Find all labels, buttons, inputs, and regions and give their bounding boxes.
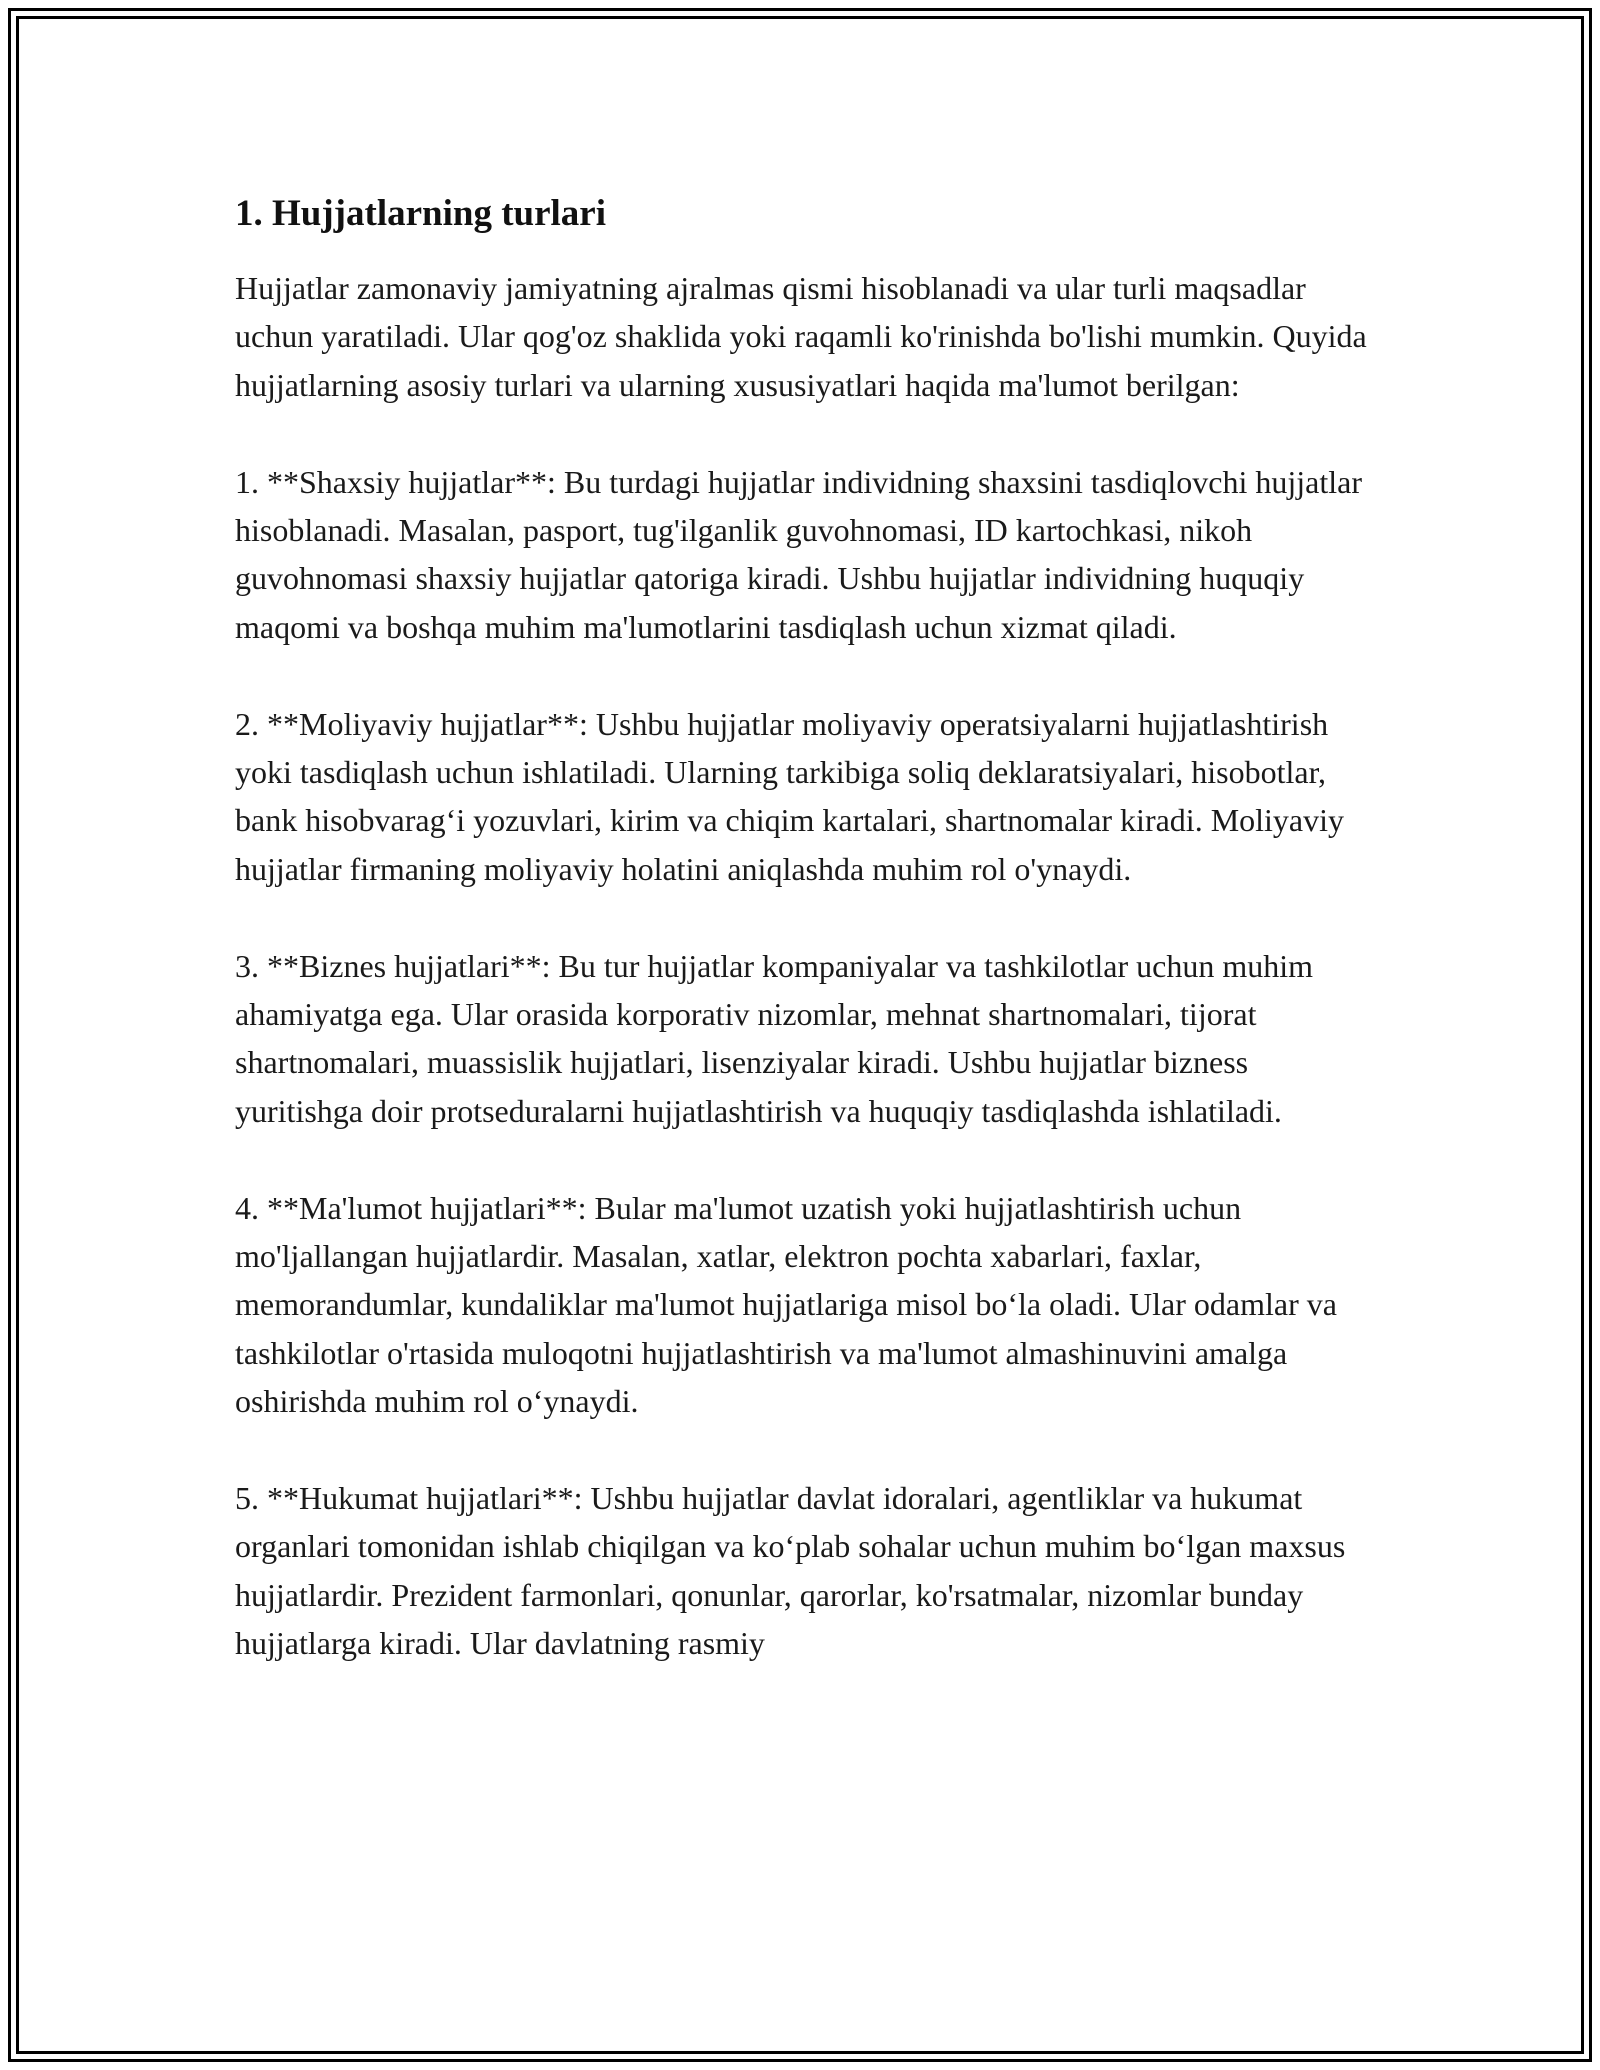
paragraph-information-documents: 4. **Ma'lumot hujjatlari**: Bular ma'lumot uzatish yoki hujjatlashtirish uchun mo'ljallangan hujjatlardir. Masalan, xatlar, elektron pochta xabarlari, faxlar, memorandumlar, kundaliklar ma'lumot hujjatlariga misol bo‘la oladi. Ular odamlar va tashkilotlar o'rtasida muloqotni hujjatlashtirish va ma'lumot almashinuvini amalga oshirishda muhim rol o‘ynaydi. xyxy=(235,1189,1337,1420)
document-body xyxy=(235,190,1375,1668)
page-title: 1. Hujjatlarning turlari xyxy=(235,193,607,234)
paragraph-business-documents: 3. **Biznes hujjatlari**: Bu tur hujjatlar kompaniyalar va tashkilotlar uchun muhim ahamiyatga ega. Ular orasida korporativ nizomlar, mehnat shartnomalari, tijorat shartnomalari, muassislik hujjatlari, lisenziyalar kiradi. Ushbu hujjatlar bizness yuritishga doir protseduralarni hujjatlashtirish va huquqiy tasdiqlashda ishlatiladi. xyxy=(235,947,1313,1129)
paragraph-personal-documents: 1. **Shaxsiy hujjatlar**: Bu turdagi hujjatlar individning shaxsini tasdiqlovchi hujjatlar hisoblanadi. Masalan, pasport, tug'ilganlik guvohnomasi, ID kartochkasi, nikoh guvohnomasi shaxsiy hujjatlar qatoriga kiradi. Ushbu hujjatlar individning huquqiy maqomi va boshqa muhim ma'lumotlarini tasdiqlash uchun xizmat qiladi. xyxy=(235,463,1362,645)
paragraph-financial-documents: 2. **Moliyaviy hujjatlar**: Ushbu hujjatlar moliyaviy operatsiyalarni hujjatlashtirish yoki tasdiqlash uchun ishlatiladi. Ularning tarkibiga soliq deklaratsiyalari, hisobotlar, bank hisobvarag‘i yozuvlari, kirim va chiqim kartalari, shartnomalar kiradi. Moliyaviy hujjatlar firmaning moliyaviy holatini aniqlashda muhim rol o'ynaydi. xyxy=(235,705,1345,887)
paragraph-government-documents: 5. **Hukumat hujjatlari**: Ushbu hujjatlar davlat idoralari, agentliklar va hukumat organlari tomonidan ishlab chiqilgan va ko‘plab sohalar uchun muhim bo‘lgan maxsus hujjatlardir. Prezident farmonlari, qonunlar, qarorlar, ko'rsatmalar, nizomlar bunday hujjatlarga kiradi. Ular davlatning rasmiy xyxy=(235,1480,1346,1662)
paragraph-intro: Hujjatlar zamonaviy jamiyatning ajralmas qismi hisoblanadi va ular turli maqsadlar uchun yaratiladi. Ular qog'oz shaklida yoki raqamli ko'rinishda bo'lishi mumkin. Quyida hujjatlarning asosiy turlari va ularning xususiyatlari haqida ma'lumot berilgan: xyxy=(235,270,1367,403)
